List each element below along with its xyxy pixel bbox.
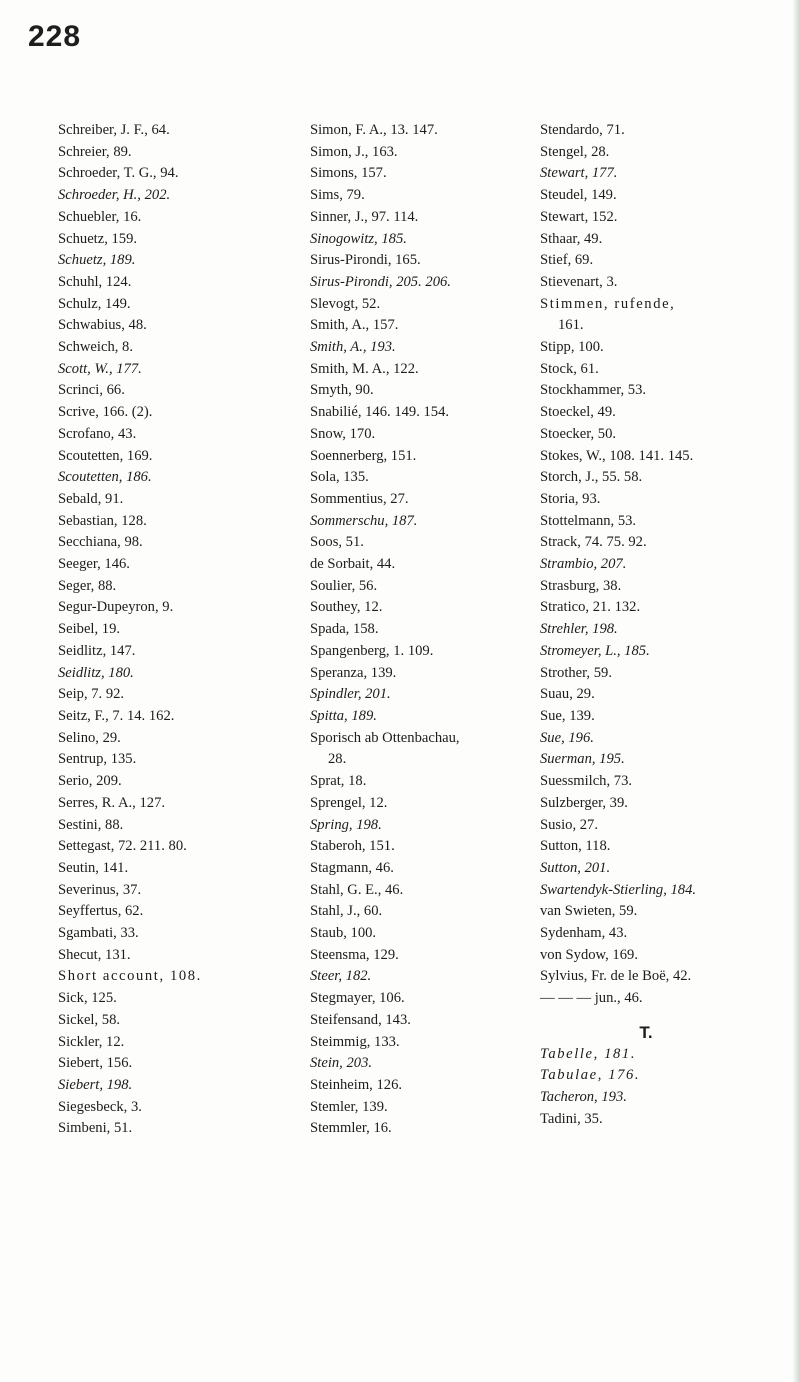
index-entry: Sue, 196. (540, 729, 594, 746)
index-entry: Schroeder, H., 202. (58, 187, 171, 204)
index-entry: Smith, A., 193. (310, 339, 396, 356)
index-entry: Stemmler, 16. (310, 1120, 392, 1137)
index-column-1 (58, 120, 308, 1140)
index-entry: Sinner, J., 97. 114. (310, 208, 419, 225)
index-entry: van Swieten, 59. (540, 903, 638, 920)
index-entry: Seip, 7. 92. (58, 686, 125, 703)
index-entry: Tabelle, 181. (540, 1045, 637, 1062)
index-entry: Schweich, 8. (58, 339, 133, 356)
index-entry: Seyffertus, 62. (58, 903, 144, 920)
index-entry: Sick, 125. (58, 990, 117, 1007)
index-entry: Sims, 79. (310, 187, 365, 204)
index-entry: Sutton, 118. (540, 838, 611, 855)
index-entry: Shecut, 131. (58, 946, 131, 963)
index-entry: Sulzberger, 39. (540, 794, 628, 811)
index-entry: Strehler, 198. (540, 621, 618, 638)
index-entry: Schwabius, 48. (58, 317, 147, 334)
index-entry: Tadini, 35. (540, 1110, 603, 1127)
index-entry: Sutton, 201. (540, 859, 611, 876)
index-entry: Stewart, 152. (540, 208, 618, 225)
index-entry: Secchiana, 98. (58, 534, 143, 551)
index-entry: Smyth, 90. (310, 382, 374, 399)
index-entry: Tacheron, 193. (540, 1088, 627, 1105)
index-entry: Stipp, 100. (540, 339, 604, 356)
index-entry: Strasburg, 38. (540, 577, 622, 594)
index-entry: de Sorbait, 44. (310, 556, 396, 573)
index-entry: Sporisch ab Ottenbachau, (310, 729, 460, 746)
index-entry: Staberoh, 151. (310, 838, 395, 855)
index-entry: Stock, 61. (540, 360, 599, 377)
index-entry: Sickel, 58. (58, 1011, 121, 1028)
index-entry: Stromeyer, L., 185. (540, 642, 650, 659)
index-entry: Steifensand, 143. (310, 1011, 411, 1028)
index-entry: Swartendyk-Stierling, 184. (540, 881, 697, 898)
index-entry: 161. (558, 317, 584, 334)
index-entry: Stendardo, 71. (540, 122, 625, 138)
index-entry: Simon, J., 163. (310, 143, 398, 160)
index-entry: Soos, 51. (310, 534, 364, 551)
index-entry: Sestini, 88. (58, 816, 124, 833)
index-entry: Smith, A., 157. (310, 317, 399, 334)
index-entry: Stokes, W., 108. 141. 145. (540, 447, 694, 464)
index-entry: Staub, 100. (310, 925, 377, 942)
index-entry: Stievenart, 3. (540, 273, 618, 290)
index-entry: Soennerberg, 151. (310, 447, 417, 464)
index-entry: — — — jun., 46. (540, 990, 643, 1007)
index-entry: Seibel, 19. (58, 621, 121, 638)
index-entry: Stockhammer, 53. (540, 382, 647, 399)
index-entry: Stimmen, rufende, (540, 295, 676, 312)
index-entry: Sue, 139. (540, 707, 595, 724)
index-entry: Serio, 209. (58, 773, 122, 790)
index-entry: Seitz, F., 7. 14. 162. (58, 707, 175, 724)
index-entry: Steer, 182. (310, 968, 372, 985)
index-entry: Simon, F. A., 13. 147. (310, 122, 438, 138)
letter-heading: T. (639, 1022, 653, 1042)
index-entry: Short account, 108. (58, 968, 202, 985)
index-entry: Seidlitz, 180. (58, 664, 134, 681)
index-entry: Stahl, J., 60. (310, 903, 383, 920)
index-entry: Sgambati, 33. (58, 925, 139, 942)
index-entry: Spring, 198. (310, 816, 382, 833)
index-entry: Strambio, 207. (540, 556, 627, 573)
index-entry: Strack, 74. 75. 92. (540, 534, 647, 551)
index-entry: Storia, 93. (540, 490, 601, 507)
index-entry: Stagmann, 46. (310, 859, 394, 876)
index-entry: Snabilié, 146. 149. 154. (310, 404, 450, 421)
index-entry: Sirus-Pirondi, 165. (310, 252, 421, 269)
index-entry: Snow, 170. (310, 425, 376, 442)
index-entry: Sommentius, 27. (310, 490, 409, 507)
index-entry: Speranza, 139. (310, 664, 397, 681)
index-entry: Sthaar, 49. (540, 230, 603, 247)
index-entry: Steensma, 129. (310, 946, 399, 963)
index-entry: Schroeder, T. G., 94. (58, 165, 179, 182)
index-entry: Stief, 69. (540, 252, 594, 269)
index-entry: Soulier, 56. (310, 577, 378, 594)
index-entry: Scrinci, 66. (58, 382, 125, 399)
index-entry: Sentrup, 135. (58, 751, 137, 768)
index-entry: Seeger, 146. (58, 556, 130, 573)
index-entry: Scoutetten, 186. (58, 469, 152, 486)
index-entry: Sebastian, 128. (58, 512, 147, 529)
index-entry: Seutin, 141. (58, 859, 129, 876)
index-entry: Schuebler, 16. (58, 208, 142, 225)
index-entry: Steinheim, 126. (310, 1076, 403, 1093)
index-entry: Stengel, 28. (540, 143, 610, 160)
index-entry: Scott, W., 177. (58, 360, 142, 377)
index-entry: Scoutetten, 169. (58, 447, 153, 464)
index-entry: Serres, R. A., 127. (58, 794, 166, 811)
index-entry: Simbeni, 51. (58, 1120, 133, 1137)
index-entry: Schuhl, 124. (58, 273, 132, 290)
index-entry: Steimmig, 133. (310, 1033, 400, 1050)
index-entry: Southey, 12. (310, 599, 383, 616)
index-entry: Spada, 158. (310, 621, 379, 638)
index-entry: Siegesbeck, 3. (58, 1098, 142, 1115)
index-entry: Spitta, 189. (310, 707, 377, 724)
index-entry: Sprengel, 12. (310, 794, 388, 811)
index-entry: Stahl, G. E., 46. (310, 881, 404, 898)
index-entry: 28. (328, 751, 347, 768)
index-entry: Suerman, 195. (540, 751, 625, 768)
index-column-2 (310, 120, 560, 1140)
index-entry: Schuetz, 189. (58, 252, 136, 269)
index-entry: Sylvius, Fr. de le Boë, 42. (540, 968, 692, 985)
index-entry: Steudel, 149. (540, 187, 617, 204)
index-entry: Tabulae, 176. (540, 1067, 641, 1084)
index-entry: Sebald, 91. (58, 490, 124, 507)
index-entry: Suau, 29. (540, 686, 595, 703)
index-entry: Storch, J., 55. 58. (540, 469, 643, 486)
index-entry: Stein, 203. (310, 1055, 373, 1072)
index-entry: Sommerschu, 187. (310, 512, 418, 529)
index-entry: Stewart, 177. (540, 165, 618, 182)
index-entry: Slevogt, 52. (310, 295, 381, 312)
index-entry: Spindler, 201. (310, 686, 391, 703)
index-entry: Simons, 157. (310, 165, 387, 182)
index-entry: Sinogowitz, 185. (310, 230, 407, 247)
index-entry: Suessmilch, 73. (540, 773, 633, 790)
index-entry: Spangenberg, 1. 109. (310, 642, 434, 659)
index-entry: Seger, 88. (58, 577, 117, 594)
index-entry: Scrofano, 43. (58, 425, 137, 442)
index-entry: Sydenham, 43. (540, 925, 628, 942)
index-entry: Seidlitz, 147. (58, 642, 136, 659)
index-entry: Siebert, 156. (58, 1055, 133, 1072)
index-entry: Schreiber, J. F., 64. (58, 122, 170, 138)
index-entry: Siebert, 198. (58, 1076, 133, 1093)
page-number: 228 (28, 20, 82, 53)
index-entry: Sola, 135. (310, 469, 369, 486)
index-entry: Sickler, 12. (58, 1033, 125, 1050)
index-entry: Settegast, 72. 211. 80. (58, 838, 187, 855)
index-entry: Strother, 59. (540, 664, 612, 681)
index-entry: Schreier, 89. (58, 143, 132, 160)
index-entry: Selino, 29. (58, 729, 121, 746)
index-entry: Stoecker, 50. (540, 425, 617, 442)
index-entry: Susio, 27. (540, 816, 598, 833)
page-edge-shadow (792, 0, 800, 1382)
index-entry: Smith, M. A., 122. (310, 360, 419, 377)
index-entry: Severinus, 37. (58, 881, 142, 898)
index-entry: Stegmayer, 106. (310, 990, 405, 1007)
index-entry: Stratico, 21. 132. (540, 599, 641, 616)
index-entry: Stoeckel, 49. (540, 404, 616, 421)
index-column-3 (540, 120, 792, 1130)
index-entry: Sprat, 18. (310, 773, 367, 790)
index-entry: Schuetz, 159. (58, 230, 138, 247)
index-entry: Schulz, 149. (58, 295, 131, 312)
index-entry: Segur-Dupeyron, 9. (58, 599, 174, 616)
index-entry: Scrive, 166. (2). (58, 404, 153, 421)
index-entry: Sirus-Pirondi, 205. 206. (310, 273, 451, 290)
index-entry: Stottelmann, 53. (540, 512, 637, 529)
index-entry: Stemler, 139. (310, 1098, 388, 1115)
index-entry: von Sydow, 169. (540, 946, 638, 963)
